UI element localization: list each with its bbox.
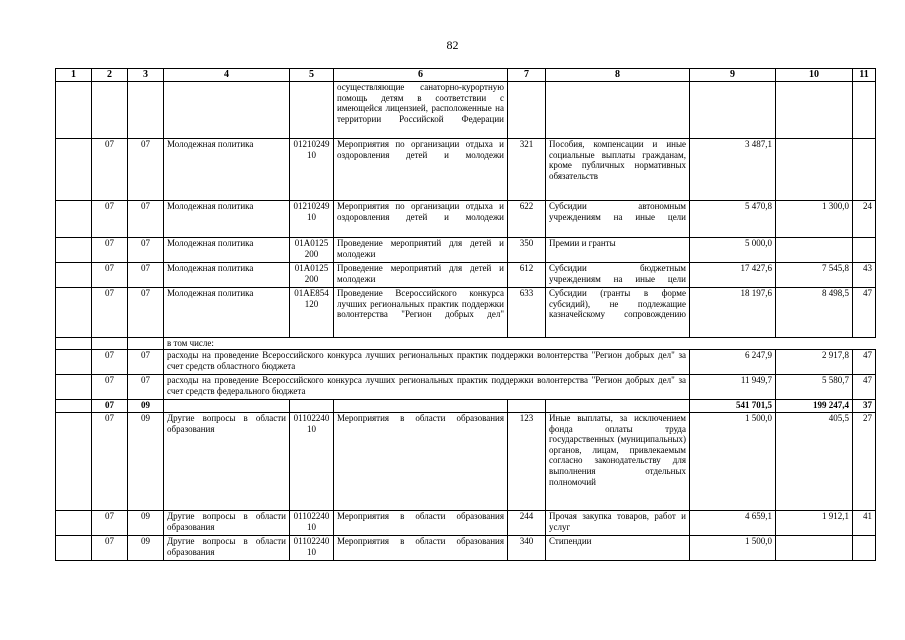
event-cell: Мероприятия в области образования (334, 413, 508, 511)
col-header-9: 9 (690, 69, 776, 82)
amount-cell: 6 247,9 (690, 350, 776, 375)
expense-type-cell: 340 (508, 536, 546, 561)
subsection-cell: 07 (128, 350, 164, 375)
amount-cell: 5 000,0 (690, 238, 776, 263)
table-row (56, 82, 876, 139)
percent-cell (853, 536, 876, 561)
page-number: 82 (446, 38, 459, 52)
event-cell: Проведение Всероссийского конкурса лучших региональных практик поддержки волонтерства "Регион добрых дел" (334, 288, 508, 338)
subsection-cell: 09 (128, 536, 164, 561)
subsection-cell: 07 (128, 288, 164, 338)
section-cell: 07 (92, 238, 128, 263)
expense-type-cell: 244 (508, 511, 546, 536)
subsection-cell: 07 (128, 375, 164, 400)
expense-description-cell: расходы на проведение Всероссийского конкурса лучших региональных практик поддержки волонтерства "Регион добрых дел" за счет средств областного бюджета (164, 350, 690, 375)
code-cell: 01А0125200 (290, 238, 334, 263)
percent-cell: 47 (853, 375, 876, 400)
expense-type-cell: 633 (508, 288, 546, 338)
name-cell: Молодежная политика (164, 238, 290, 263)
amount-cell: 18 197,6 (690, 288, 776, 338)
executed-cell: 199 247,4 (776, 400, 853, 413)
table-row (56, 413, 876, 511)
code-cell: 0121024910 (290, 139, 334, 201)
section-cell: 07 (92, 511, 128, 536)
col-header-8: 8 (546, 69, 690, 82)
section-cell: 07 (92, 139, 128, 201)
executed-cell: 2 917,8 (776, 350, 853, 375)
event-cell: Мероприятия в области образования (334, 536, 508, 561)
executed-cell: 1 300,0 (776, 201, 853, 238)
expense-type-cell: 350 (508, 238, 546, 263)
event-cell: Проведение мероприятий для детей и молодежи (334, 238, 508, 263)
name-cell: Молодежная политика (164, 139, 290, 201)
amount-cell: 3 487,1 (690, 139, 776, 201)
code-cell: 0110224010 (290, 511, 334, 536)
subsection-cell: 07 (128, 263, 164, 288)
expense-name-cell: Пособия, компенсации и иные социальные выплаты гражданам, кроме публичных нормативных обязательств (546, 139, 690, 201)
executed-cell: 1 912,1 (776, 511, 853, 536)
table-row (56, 201, 876, 238)
code-cell: 0110224010 (290, 536, 334, 561)
note-cell: в том числе: (164, 338, 876, 350)
table-row (56, 536, 876, 561)
table-row (56, 511, 876, 536)
table-row (56, 375, 876, 400)
name-cell: Молодежная политика (164, 288, 290, 338)
expense-type-cell: 622 (508, 201, 546, 238)
section-cell: 07 (92, 375, 128, 400)
section-cell: 07 (92, 400, 128, 413)
table-row (56, 338, 876, 350)
name-cell: Другие вопросы в области образования (164, 536, 290, 561)
executed-cell: 405,5 (776, 413, 853, 511)
subsection-cell: 09 (128, 413, 164, 511)
expense-name-cell: Премии и гранты (546, 238, 690, 263)
executed-cell: 8 498,5 (776, 288, 853, 338)
section-cell: 07 (92, 413, 128, 511)
budget-table (55, 68, 876, 561)
subsection-cell: 07 (128, 139, 164, 201)
name-cell: Молодежная политика (164, 263, 290, 288)
col-header-5: 5 (290, 69, 334, 82)
table-row (56, 288, 876, 338)
expense-description-cell: расходы на проведение Всероссийского конкурса лучших региональных практик поддержки волонтерства "Регион добрых дел" за счет средств федерального бюджета (164, 375, 690, 400)
percent-cell: 47 (853, 350, 876, 375)
col-header-10: 10 (776, 69, 853, 82)
col-header-6: 6 (334, 69, 508, 82)
amount-cell: 17 427,6 (690, 263, 776, 288)
expense-type-cell: 321 (508, 139, 546, 201)
executed-cell: 7 545,8 (776, 263, 853, 288)
executed-cell: 5 580,7 (776, 375, 853, 400)
name-cell: Другие вопросы в области образования (164, 413, 290, 511)
percent-cell (853, 139, 876, 201)
amount-cell: 1 500,0 (690, 413, 776, 511)
subsection-cell: 09 (128, 511, 164, 536)
event-cell: Мероприятия в области образования (334, 511, 508, 536)
col-header-4: 4 (164, 69, 290, 82)
col-header-2: 2 (92, 69, 128, 82)
name-cell: Молодежная политика (164, 201, 290, 238)
expense-name-cell: Иные выплаты, за исключением фонда оплаты труда государственных (муниципальных) органов, лицам, привлекаемым согласно законодательству для выполнения отдельных полномочий (546, 413, 690, 511)
subtotal-row (56, 400, 876, 413)
table-row (56, 263, 876, 288)
executed-cell (776, 238, 853, 263)
section-cell: 07 (92, 350, 128, 375)
amount-cell: 1 500,0 (690, 536, 776, 561)
header-row (56, 69, 876, 82)
percent-cell: 41 (853, 511, 876, 536)
table-row (56, 238, 876, 263)
percent-cell: 24 (853, 201, 876, 238)
event-cell: осуществляющие санаторно-курортную помощь детям в соответствии с имеющейся лицензией, расположенные на территории Российской Федерации (334, 82, 508, 139)
expense-type-cell: 123 (508, 413, 546, 511)
subsection-cell: 09 (128, 400, 164, 413)
event-cell: Проведение мероприятий для детей и молодежи (334, 263, 508, 288)
percent-cell: 37 (853, 400, 876, 413)
event-cell: Мероприятия по организации отдыха и оздоровления детей и молодежи (334, 201, 508, 238)
section-cell: 07 (92, 536, 128, 561)
amount-cell: 4 659,1 (690, 511, 776, 536)
code-cell: 01АЕ854120 (290, 288, 334, 338)
code-cell: 0110224010 (290, 413, 334, 511)
col-header-7: 7 (508, 69, 546, 82)
section-cell: 07 (92, 201, 128, 238)
col-header-11: 11 (853, 69, 876, 82)
col-header-1: 1 (56, 69, 92, 82)
amount-cell: 541 701,5 (690, 400, 776, 413)
table-row (56, 139, 876, 201)
col-header-3: 3 (128, 69, 164, 82)
amount-cell: 11 949,7 (690, 375, 776, 400)
percent-cell: 27 (853, 413, 876, 511)
expense-name-cell: Прочая закупка товаров, работ и услуг (546, 511, 690, 536)
section-cell: 07 (92, 288, 128, 338)
percent-cell: 47 (853, 288, 876, 338)
amount-cell: 5 470,8 (690, 201, 776, 238)
name-cell: Другие вопросы в области образования (164, 511, 290, 536)
executed-cell (776, 536, 853, 561)
subsection-cell: 07 (128, 238, 164, 263)
code-cell: 01А0125200 (290, 263, 334, 288)
expense-type-cell: 612 (508, 263, 546, 288)
section-cell: 07 (92, 263, 128, 288)
executed-cell (776, 139, 853, 201)
event-cell: Мероприятия по организации отдыха и оздоровления детей и молодежи (334, 139, 508, 201)
subsection-cell: 07 (128, 201, 164, 238)
code-cell: 0121024910 (290, 201, 334, 238)
table-row (56, 350, 876, 375)
expense-name-cell: Субсидии бюджетным учреждениям на иные цели (546, 263, 690, 288)
percent-cell (853, 238, 876, 263)
expense-name-cell: Стипендии (546, 536, 690, 561)
expense-name-cell: Субсидии автономным учреждениям на иные цели (546, 201, 690, 238)
expense-name-cell: Субсидии (гранты в форме субсидий), не подлежащие казначейскому сопровождению (546, 288, 690, 338)
percent-cell: 43 (853, 263, 876, 288)
